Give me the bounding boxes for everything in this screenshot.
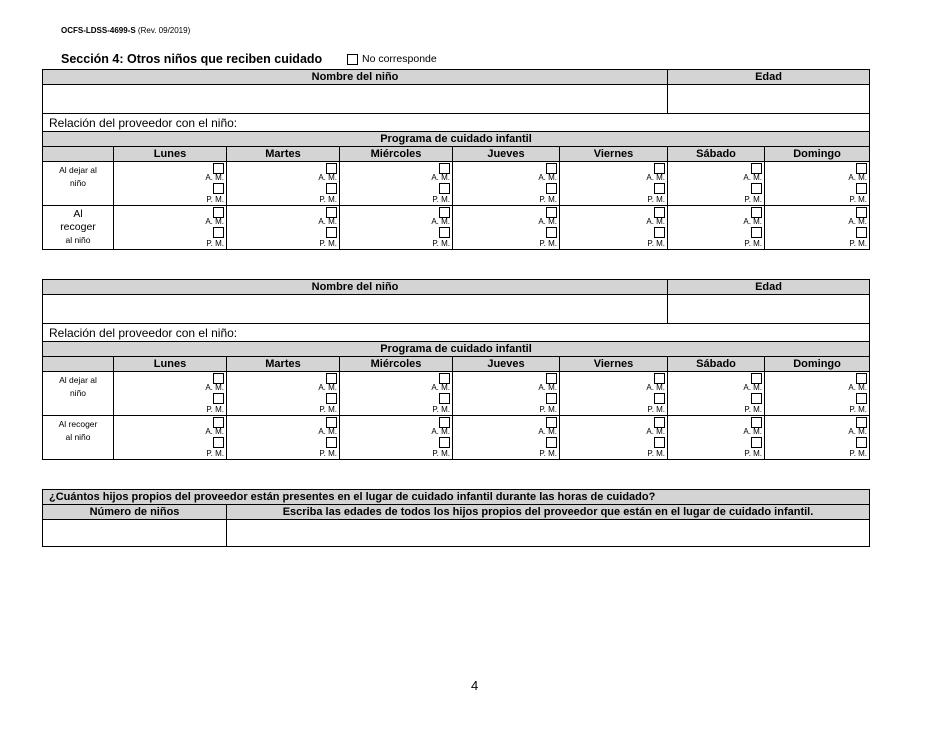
- am-label: A. M.: [743, 383, 763, 392]
- pm-label: P. M.: [647, 195, 666, 204]
- day-header-row: [43, 147, 870, 162]
- am-label: A. M.: [646, 173, 666, 182]
- day-slot-cell: [765, 416, 870, 460]
- am-label: A. M.: [538, 217, 557, 226]
- dropoff-row: [43, 162, 870, 206]
- age-header: Edad: [668, 280, 870, 295]
- dropoff-row: [43, 372, 870, 416]
- pm-label: P. M.: [849, 449, 868, 458]
- day-slot-cell: [765, 162, 870, 206]
- day-slot-cell: [227, 372, 340, 416]
- am-label: A. M.: [848, 217, 868, 226]
- am-label: A. M.: [646, 383, 666, 392]
- day-slot-cell: [227, 416, 340, 460]
- own-children-table: [42, 489, 870, 547]
- day-slot-cell: [560, 416, 668, 460]
- am-label: A. M.: [431, 173, 450, 182]
- day-slot-cell: [340, 372, 453, 416]
- am-label: A. M.: [431, 427, 450, 436]
- pm-label: P. M.: [744, 195, 763, 204]
- day-slot-cell: [114, 206, 227, 250]
- pm-label: P. M.: [432, 405, 450, 414]
- am-label: A. M.: [538, 427, 557, 436]
- pm-checkbox[interactable]: [856, 437, 867, 448]
- dropoff-label-line1: Al dejar al: [59, 375, 97, 385]
- day-slot-cell: [560, 206, 668, 250]
- pm-label: P. M.: [539, 239, 557, 248]
- day-header: Domingo: [765, 147, 870, 162]
- child-name-header: Nombre del niño: [43, 70, 668, 85]
- am-label: A. M.: [743, 173, 763, 182]
- pickup-label: [43, 416, 114, 460]
- am-label: A. M.: [743, 217, 763, 226]
- pm-label: P. M.: [319, 239, 337, 248]
- am-label: A. M.: [205, 217, 224, 226]
- day-slot-cell: [340, 162, 453, 206]
- am-label: A. M.: [848, 427, 868, 436]
- pm-checkbox[interactable]: [654, 227, 665, 238]
- corner-cell: [43, 357, 114, 372]
- pm-checkbox[interactable]: [546, 227, 557, 238]
- pickup-label-line1: Al: [73, 208, 83, 220]
- relation-label: Relación del proveedor con el niño:: [49, 325, 238, 340]
- day-slot-cell: [227, 162, 340, 206]
- pm-checkbox[interactable]: [856, 393, 867, 404]
- dropoff-label-line2: niño: [69, 178, 87, 188]
- pm-label: P. M.: [432, 195, 450, 204]
- pm-label: P. M.: [849, 195, 868, 204]
- pickup-label: [43, 206, 114, 250]
- corner-cell: [43, 147, 114, 162]
- program-header: Programa de cuidado infantil: [43, 342, 870, 357]
- am-label: A. M.: [431, 383, 450, 392]
- pm-checkbox[interactable]: [439, 227, 450, 238]
- pm-label: P. M.: [647, 239, 666, 248]
- child-table-1: [42, 69, 870, 250]
- age-field[interactable]: [668, 85, 870, 114]
- child-name-field[interactable]: [43, 295, 668, 324]
- form-number: OCFS-LDSS-4699-S: [61, 26, 136, 35]
- day-slot-cell: [668, 206, 765, 250]
- day-slot-cell: [227, 206, 340, 250]
- pm-checkbox[interactable]: [546, 393, 557, 404]
- pm-label: P. M.: [744, 449, 763, 458]
- form-id: [61, 26, 190, 35]
- am-label: A. M.: [743, 427, 763, 436]
- pm-label: P. M.: [206, 239, 224, 248]
- day-header: Sábado: [668, 147, 765, 162]
- pm-checkbox[interactable]: [213, 437, 224, 448]
- not-applicable-label: No corresponde: [362, 53, 437, 65]
- relation-label: Relación del proveedor con el niño:: [49, 115, 238, 130]
- am-label: A. M.: [431, 217, 450, 226]
- pm-checkbox[interactable]: [213, 183, 224, 194]
- am-label: A. M.: [205, 383, 224, 392]
- pm-checkbox[interactable]: [751, 437, 762, 448]
- day-slot-cell: [668, 372, 765, 416]
- pm-label: P. M.: [647, 405, 666, 414]
- pm-label: P. M.: [849, 239, 868, 248]
- day-slot-cell: [560, 372, 668, 416]
- day-slot-cell: [453, 206, 560, 250]
- dropoff-label-line2: niño: [69, 388, 87, 398]
- day-slot-cell: [453, 162, 560, 206]
- day-header: Lunes: [114, 357, 227, 372]
- not-applicable-option[interactable]: [347, 53, 437, 65]
- pm-checkbox[interactable]: [439, 183, 450, 194]
- day-slot-cell: [340, 206, 453, 250]
- child-ages-header: Escriba las edades de todos los hijos propios del proveedor que están en el lugar de cuidado infantil.: [227, 505, 870, 520]
- day-slot-cell: [114, 416, 227, 460]
- am-label: A. M.: [538, 173, 557, 182]
- child-name-header: Nombre del niño: [43, 280, 668, 295]
- pickup-label-line1: Al recoger: [58, 419, 98, 429]
- child-name-field[interactable]: [43, 85, 668, 114]
- pm-label: P. M.: [539, 195, 557, 204]
- am-label: A. M.: [205, 173, 224, 182]
- day-slot-cell: [453, 372, 560, 416]
- day-header: Sábado: [668, 357, 765, 372]
- day-slot-cell: [668, 162, 765, 206]
- child-table-2: [42, 279, 870, 460]
- am-label: A. M.: [646, 217, 666, 226]
- day-slot-cell: [340, 416, 453, 460]
- day-header: Domingo: [765, 357, 870, 372]
- day-header-row: [43, 357, 870, 372]
- child-count-header: Número de niños: [43, 505, 227, 520]
- relation-field[interactable]: [43, 114, 870, 132]
- am-label: A. M.: [646, 427, 666, 436]
- age-header: Edad: [668, 70, 870, 85]
- am-label: A. M.: [848, 383, 868, 392]
- pm-checkbox[interactable]: [439, 437, 450, 448]
- pm-label: P. M.: [319, 195, 337, 204]
- child-count-field[interactable]: [43, 520, 227, 547]
- pm-checkbox[interactable]: [856, 227, 867, 238]
- am-label: A. M.: [318, 217, 337, 226]
- form-revision: (Rev. 09/2019): [137, 26, 191, 35]
- am-label: A. M.: [318, 427, 337, 436]
- am-label: A. M.: [318, 383, 337, 392]
- pm-label: P. M.: [849, 405, 868, 414]
- pickup-label-line2: al niño: [65, 432, 91, 442]
- pm-checkbox[interactable]: [326, 227, 337, 238]
- own-children-question: ¿Cuántos hijos propios del proveedor están presentes en el lugar de cuidado infantil durante las horas de cuidado?: [43, 490, 870, 505]
- pickup-row: [43, 206, 870, 250]
- day-header: Jueves: [453, 357, 560, 372]
- am-label: A. M.: [205, 427, 224, 436]
- pm-checkbox[interactable]: [654, 183, 665, 194]
- pm-label: P. M.: [206, 405, 224, 414]
- pm-label: P. M.: [432, 239, 450, 248]
- pm-checkbox[interactable]: [654, 437, 665, 448]
- pm-checkbox[interactable]: [546, 437, 557, 448]
- day-slot-cell: [560, 162, 668, 206]
- age-field[interactable]: [668, 295, 870, 324]
- pm-label: P. M.: [647, 449, 666, 458]
- pm-checkbox[interactable]: [213, 393, 224, 404]
- day-slot-cell: [114, 162, 227, 206]
- day-header: Martes: [227, 357, 340, 372]
- pm-checkbox[interactable]: [213, 227, 224, 238]
- day-slot-cell: [114, 372, 227, 416]
- pm-checkbox[interactable]: [751, 393, 762, 404]
- pm-checkbox[interactable]: [751, 227, 762, 238]
- pm-label: P. M.: [432, 449, 450, 458]
- pm-label: P. M.: [744, 239, 763, 248]
- page-number: 4: [471, 678, 479, 693]
- pm-label: P. M.: [539, 449, 557, 458]
- dropoff-label-line1: Al dejar al: [59, 165, 97, 175]
- day-header: Miércoles: [340, 147, 453, 162]
- section-title: Sección 4: Otros niños que reciben cuidado: [61, 52, 323, 66]
- am-label: A. M.: [318, 173, 337, 182]
- pm-checkbox[interactable]: [751, 183, 762, 194]
- pm-checkbox[interactable]: [654, 393, 665, 404]
- pm-checkbox[interactable]: [856, 183, 867, 194]
- am-label: A. M.: [538, 383, 557, 392]
- pm-checkbox[interactable]: [326, 183, 337, 194]
- dropoff-label: [43, 372, 114, 416]
- day-header: Viernes: [560, 147, 668, 162]
- pm-label: P. M.: [319, 449, 337, 458]
- day-slot-cell: [453, 416, 560, 460]
- program-header: Programa de cuidado infantil: [43, 132, 870, 147]
- pm-label: P. M.: [744, 405, 763, 414]
- pm-label: P. M.: [206, 195, 224, 204]
- pm-checkbox[interactable]: [546, 183, 557, 194]
- pm-label: P. M.: [206, 449, 224, 458]
- pickup-row: [43, 416, 870, 460]
- day-header: Viernes: [560, 357, 668, 372]
- day-header: Martes: [227, 147, 340, 162]
- pm-checkbox[interactable]: [326, 437, 337, 448]
- pm-label: P. M.: [539, 405, 557, 414]
- pm-label: P. M.: [319, 405, 337, 414]
- relation-field[interactable]: [43, 324, 870, 342]
- day-slot-cell: [765, 372, 870, 416]
- day-slot-cell: [765, 206, 870, 250]
- am-label: A. M.: [848, 173, 868, 182]
- child-ages-field[interactable]: [227, 520, 870, 547]
- not-applicable-checkbox[interactable]: [347, 54, 358, 65]
- day-header: Lunes: [114, 147, 227, 162]
- pm-checkbox[interactable]: [326, 393, 337, 404]
- dropoff-label: [43, 162, 114, 206]
- pickup-label-line3: al niño: [65, 235, 91, 245]
- pickup-label-line2: recoger: [60, 221, 96, 233]
- day-header: Jueves: [453, 147, 560, 162]
- day-slot-cell: [668, 416, 765, 460]
- pm-checkbox[interactable]: [439, 393, 450, 404]
- day-header: Miércoles: [340, 357, 453, 372]
